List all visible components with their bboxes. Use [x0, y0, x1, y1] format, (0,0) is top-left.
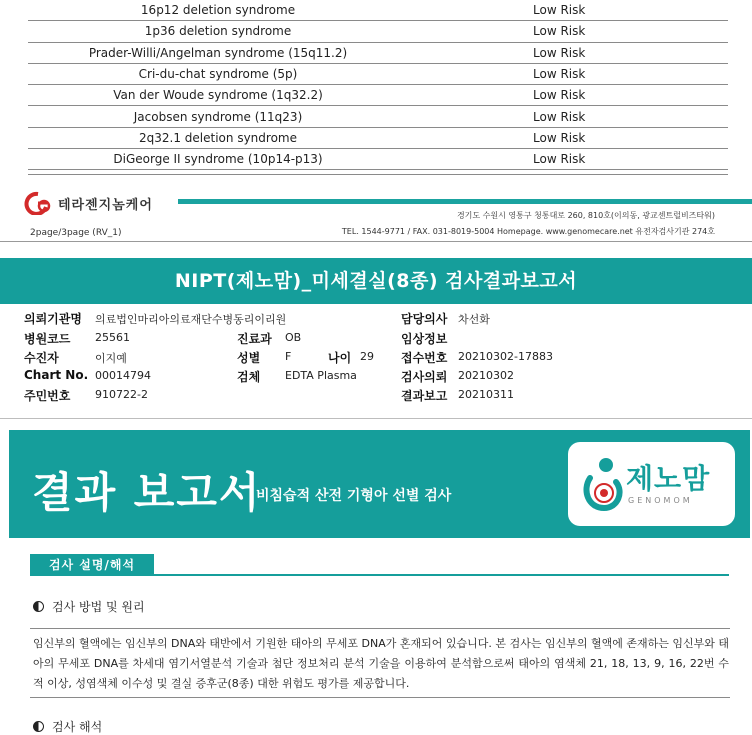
table-row	[28, 43, 728, 64]
table-end-line	[28, 174, 728, 177]
age-label: 나이	[328, 351, 352, 365]
syndrome-name: 2q32.1 deletion syndrome	[139, 130, 297, 145]
divider	[0, 241, 752, 242]
syndrome-name: 16p12 deletion syndrome	[140, 3, 296, 18]
company-address: 경기도 수원시 영통구 청통대로 260, 810호(이의동, 광교센트럴비즈타워)	[456, 211, 715, 220]
method-description: 임신부의 혈액에는 임신부의 DNA와 태반에서 기원한 태아의 무세포 DNA가 혼재되어 있습니다. 본 검사는 임신부의 혈액에 존재하는 임신부와 태아의 무세포 DNA를 차세대 염기서열분석 기술과 첨단 정보처리 분석 기술을 이용하여 분석함으로써 태아의 염색체 21, 18, 13, 9, 16, 22번 수적 이상, 성염색체 이수성 및 결실 증후군(8종) 대한 위험도 평가를 제공합니다.	[33, 637, 729, 690]
hospital-code-label: 병원코드	[24, 332, 71, 346]
report-date-value: 20210311	[458, 388, 514, 401]
institution-value: 의료법인마리아의료재단수병동리이리원	[95, 313, 287, 326]
chart-label: Chart No.	[24, 368, 89, 382]
institution-label: 의뢰기관명	[24, 312, 82, 326]
receiver-label: 수진자	[24, 351, 59, 365]
brand-card	[568, 442, 735, 526]
teragen-logo-icon	[24, 191, 54, 215]
report-date-label: 결과보고	[401, 389, 448, 403]
table-row	[28, 85, 728, 106]
syndrome-name: Jacobsen syndrome (11q23)	[133, 109, 303, 124]
company-logo	[24, 191, 153, 215]
section-tab: 검사 설명/해석	[30, 554, 154, 576]
id-value: 910722-2	[95, 388, 148, 401]
interpret-heading	[33, 718, 102, 735]
risk-value: Low Risk	[533, 45, 586, 60]
hospital-code-value: 25561	[95, 331, 130, 344]
chart-value: 00014794	[95, 369, 151, 382]
specimen-value: EDTA Plasma	[285, 369, 357, 382]
genomom-logo-icon	[582, 456, 624, 516]
method-heading-text: 검사 방법 및 원리	[52, 600, 145, 614]
clinical-label: 임상정보	[401, 332, 448, 346]
risk-value: Low Risk	[533, 152, 586, 167]
request-value: 20210302	[458, 369, 514, 382]
syndrome-name: Prader-Willi/Angelman syndrome (15q11.2)	[88, 45, 348, 60]
footer-accent-bar	[178, 199, 752, 204]
risk-value: Low Risk	[533, 109, 586, 124]
patient-info	[0, 305, 752, 417]
table-row	[28, 64, 728, 85]
risk-value: Low Risk	[533, 3, 586, 18]
company-name: 테라젠지놈케어	[58, 197, 153, 213]
dept-label: 진료과	[237, 332, 272, 346]
brand-name: 제노맘	[626, 462, 711, 495]
receipt-value: 20210302-17883	[458, 350, 553, 363]
table-row	[28, 21, 728, 42]
divider	[30, 697, 730, 698]
section-underline	[154, 574, 729, 576]
brand-name-en: GENOMOM	[628, 496, 693, 505]
risk-value: Low Risk	[533, 88, 586, 103]
dept-value: OB	[285, 331, 302, 344]
table-row	[28, 149, 728, 170]
syndrome-name: Cri-du-chat syndrome (5p)	[138, 67, 298, 82]
table-row	[28, 128, 728, 149]
report-title: NIPT(제노맘)_미세결실(8종) 검사결과보고서	[0, 258, 752, 304]
banner-subtitle: 비침습적 산전 기형아 선별 검사	[256, 488, 452, 504]
interpret-heading-text: 검사 해석	[52, 720, 103, 734]
half-circle-icon	[33, 721, 44, 732]
table-row	[28, 106, 728, 127]
syndrome-name: 1p36 deletion syndrome	[144, 24, 292, 39]
receiver-value: 이지예	[95, 352, 127, 365]
syndrome-name: DiGeorge II syndrome (10p14-p13)	[113, 152, 323, 167]
divider	[0, 418, 752, 419]
company-contact: TEL. 1544-9771 / FAX. 031-8019-5004 Homepage. www.genomecare.net 유전자검사기관 274호	[341, 227, 715, 236]
half-circle-icon	[33, 601, 44, 612]
page-footer	[0, 185, 752, 245]
result-banner	[9, 430, 750, 538]
doctor-label: 담당의사	[401, 312, 448, 326]
sex-label: 성별	[237, 351, 261, 365]
page-number: 2page/3page (RV_1)	[30, 228, 122, 238]
risk-table	[28, 0, 728, 177]
sex-value: F	[285, 350, 292, 363]
divider	[30, 628, 730, 629]
risk-value: Low Risk	[533, 67, 586, 82]
table-row	[28, 0, 728, 21]
id-label: 주민번호	[24, 389, 71, 403]
banner-title: 결과 보고서	[32, 468, 262, 517]
request-label: 검사의뢰	[401, 370, 448, 384]
risk-value: Low Risk	[533, 130, 586, 145]
specimen-label: 검체	[237, 370, 261, 384]
age-value: 29	[360, 350, 374, 363]
method-heading	[33, 598, 145, 615]
syndrome-name: Van der Woude syndrome (1q32.2)	[113, 88, 323, 103]
doctor-value: 차선화	[458, 313, 490, 326]
receipt-label: 접수번호	[401, 351, 448, 365]
risk-value: Low Risk	[533, 24, 586, 39]
